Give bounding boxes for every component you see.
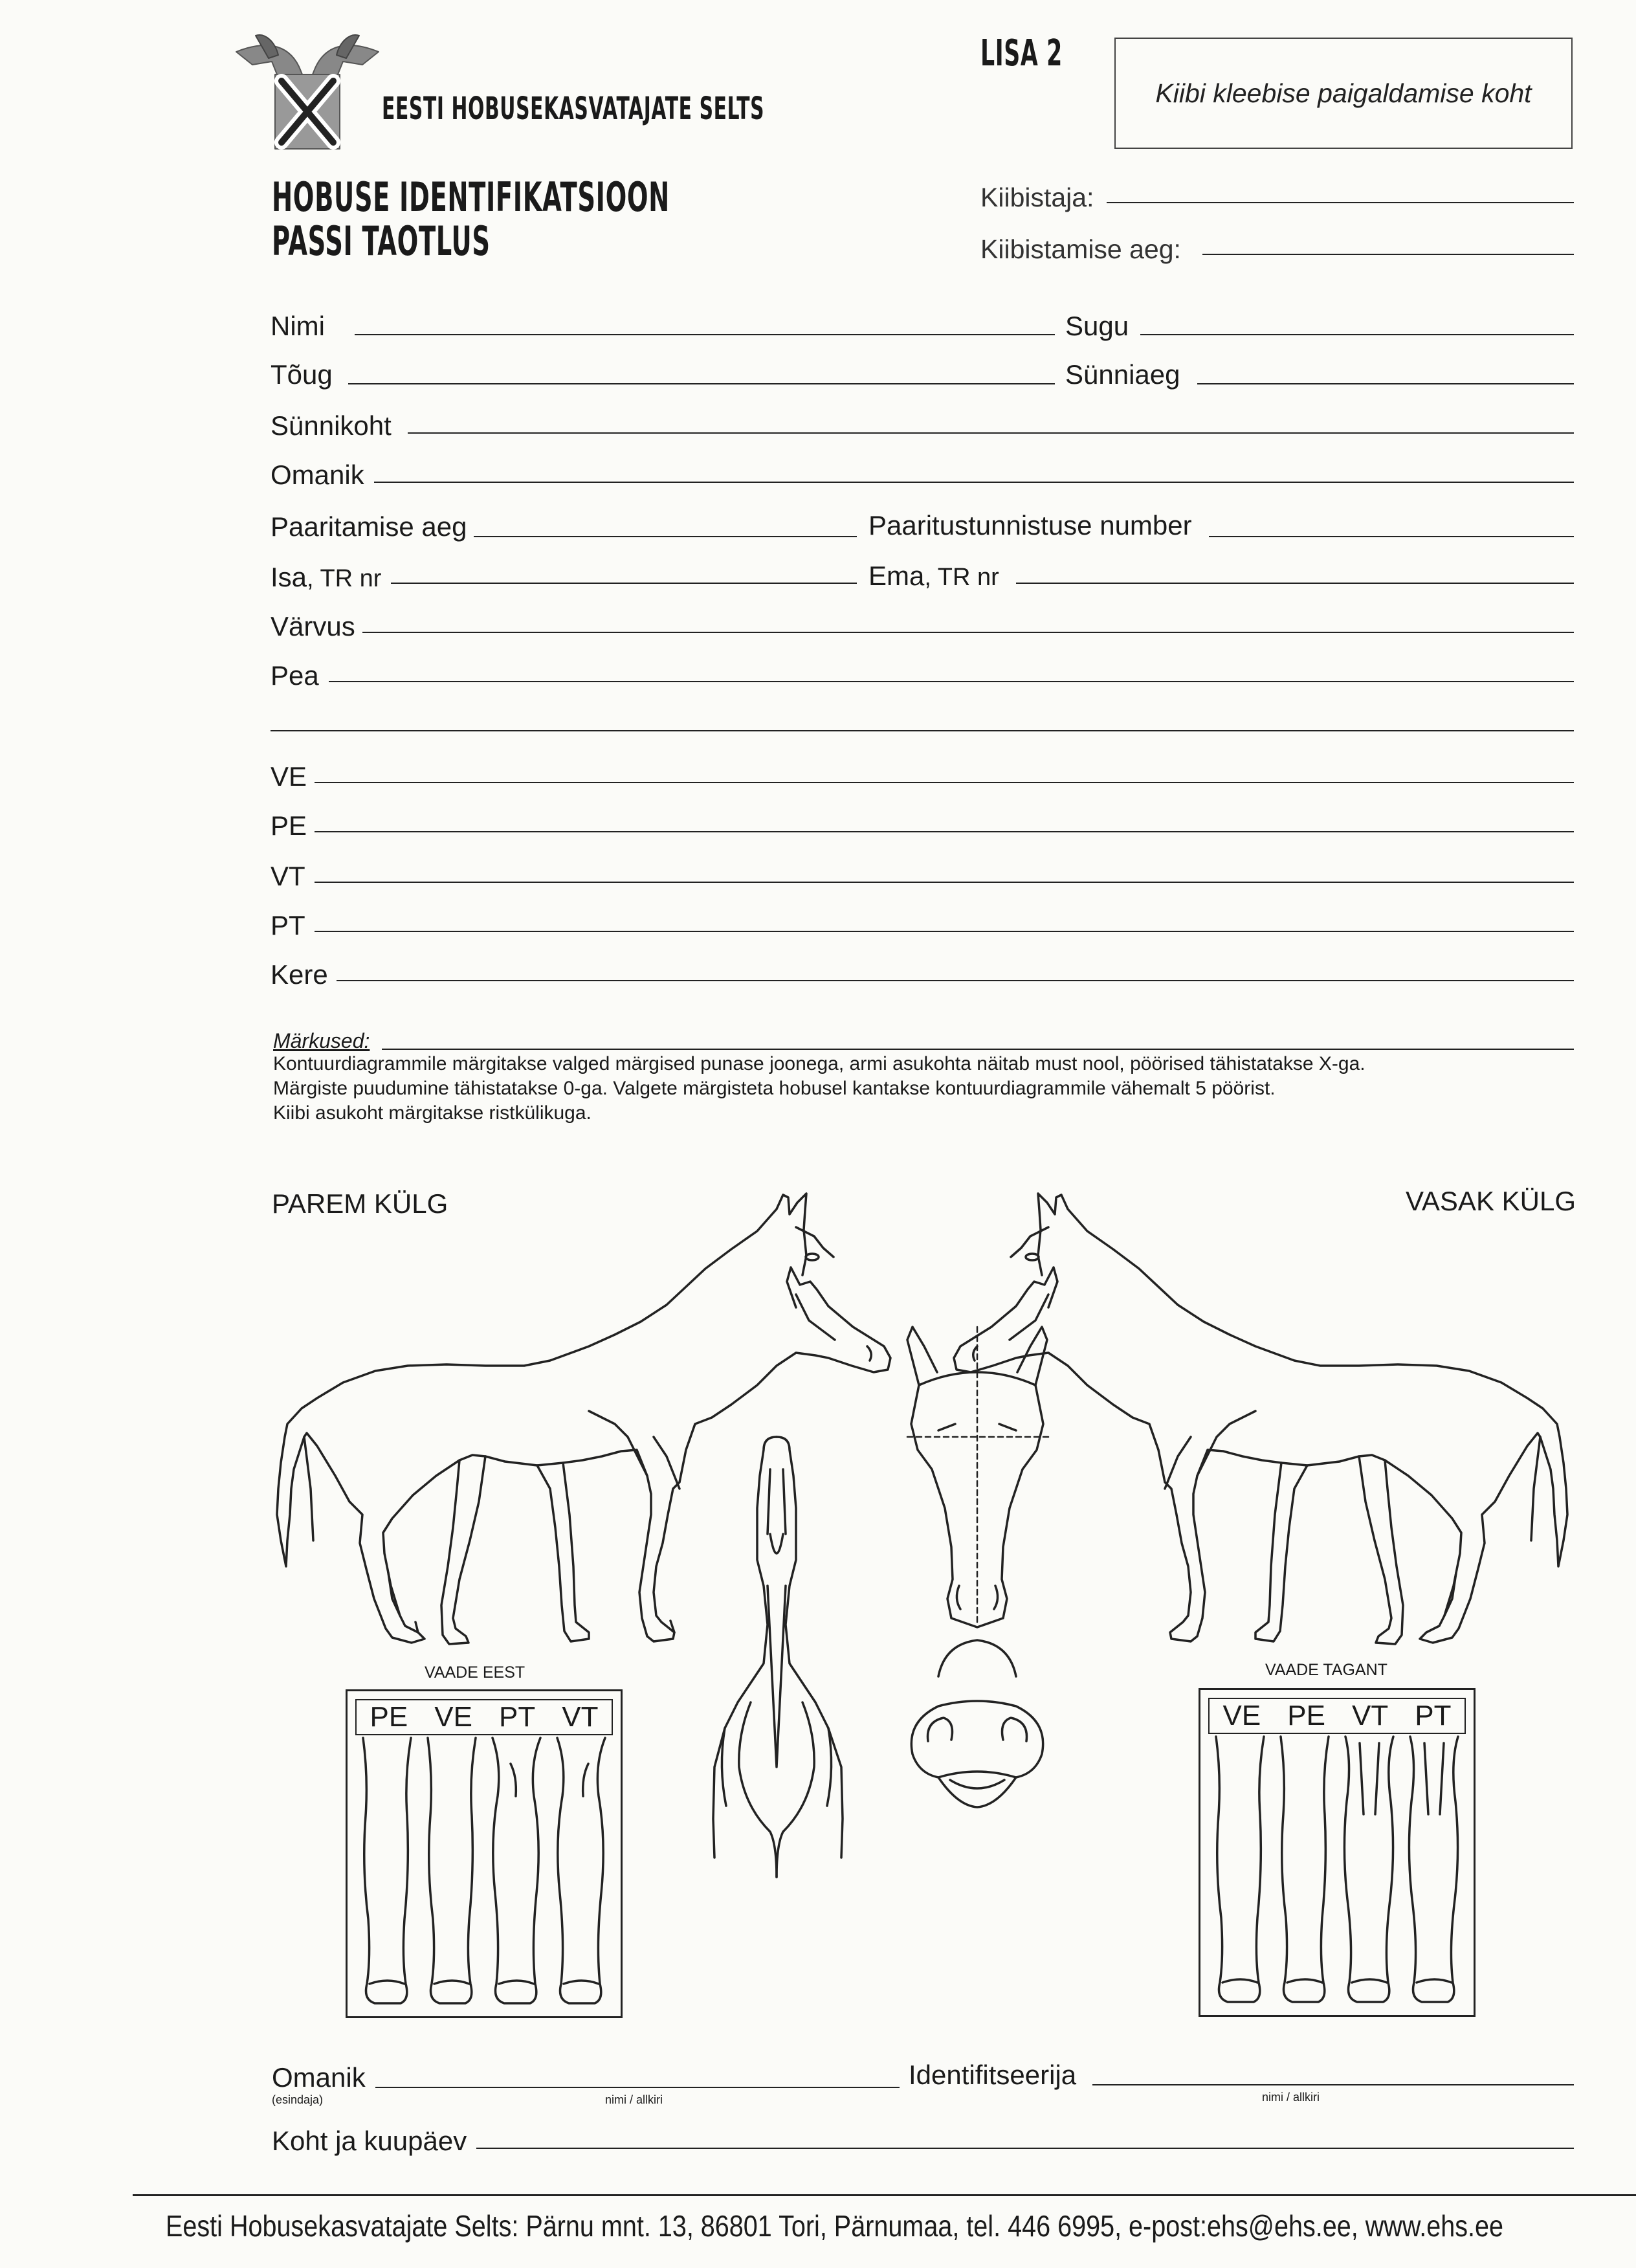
mating-time-label: Paaritamise aeg — [271, 511, 467, 542]
neck-top-diagram[interactable] — [705, 1430, 854, 1884]
chipper-label: Kiibistaja: — [980, 183, 1094, 212]
signature-owner-hint: nimi / allkiri — [605, 2093, 663, 2106]
signature-identifier-field[interactable] — [1092, 2084, 1574, 2085]
signature-identifier-hint: nimi / allkiri — [1262, 2091, 1320, 2104]
footer-contact: Eesti Hobusekasvatajate Selts: Pärnu mnt. 13, 86801 Tori, Pärnumaa, tel. 446 6995, e-post:ehs@ehs.ee, www.ehs.ee — [166, 2209, 1503, 2243]
org-name: EESTI HOBUSEKASVATAJATE SELTS — [382, 91, 765, 127]
form-title-1: HOBUSE IDENTIFIKATSIOON — [272, 173, 670, 221]
front-legs-diagram — [355, 1738, 617, 2010]
annex-label: LISA 2 — [980, 32, 1063, 74]
owner-label: Omanik — [271, 460, 364, 490]
dam-label — [868, 561, 999, 592]
pt-label: PT — [271, 910, 305, 940]
body-field[interactable] — [337, 980, 1574, 981]
place-date-field[interactable] — [476, 2148, 1574, 2149]
chipper-field[interactable] — [1107, 202, 1574, 203]
front-leg-1-label: PE — [370, 1701, 408, 1733]
pe-label: PE — [271, 810, 307, 841]
chip-time-label: Kiibistamise aeg: — [980, 234, 1181, 264]
front-leg-2-label: VE — [434, 1701, 472, 1733]
pt-field[interactable] — [315, 931, 1574, 932]
remarks-line-3: Kiibi asukoht märgitakse ristkülikuga. — [273, 1102, 591, 1124]
color-label: Värvus — [271, 611, 355, 641]
ve-label: VE — [271, 761, 307, 792]
chip-sticker-box — [1114, 38, 1573, 149]
sire-suffix: , TR nr — [307, 565, 382, 592]
rear-leg-1-label: VE — [1222, 1700, 1261, 1731]
dam-prefix: Ema — [868, 561, 925, 591]
breed-label: Tõug — [271, 359, 333, 390]
front-legs-box[interactable] — [346, 1689, 623, 2018]
place-date-label: Koht ja kuupäev — [272, 2126, 467, 2156]
rear-legs-box[interactable] — [1199, 1688, 1476, 2017]
dam-suffix: , TR nr — [924, 564, 999, 591]
sire-prefix: Isa — [271, 562, 307, 592]
name-field[interactable] — [355, 334, 1055, 335]
rear-view-label: VAADE TAGANT — [1265, 1661, 1387, 1679]
color-field[interactable] — [362, 632, 1574, 633]
chip-time-field[interactable] — [1202, 254, 1574, 255]
remarks-line-2: Märgiste puudumine tähistatakse 0-ga. Valgete märgisteta hobusel kantakse kontuurdiagrammile vähemalt 5 pöörist. — [273, 1078, 1276, 1099]
head-front-diagram[interactable] — [893, 1314, 1061, 1689]
ve-field[interactable] — [315, 782, 1574, 783]
rear-legs-diagram — [1208, 1737, 1470, 2008]
org-logo — [230, 26, 385, 155]
front-leg-4-label: VT — [562, 1701, 599, 1733]
birth-date-label: Sünniaeg — [1065, 359, 1180, 390]
rear-leg-4-label: PT — [1415, 1700, 1452, 1731]
signature-owner-label: Omanik — [272, 2062, 366, 2093]
head-field-2[interactable] — [271, 730, 1574, 731]
rear-leg-3-label: VT — [1351, 1700, 1389, 1731]
name-label: Nimi — [271, 311, 325, 341]
vt-label: VT — [271, 861, 305, 891]
head-field[interactable] — [329, 681, 1574, 682]
right-side-label: PAREM KÜLG — [272, 1188, 448, 1219]
birth-date-field[interactable] — [1197, 383, 1574, 384]
body-label: Kere — [271, 959, 328, 990]
sire-label — [271, 562, 381, 593]
front-leg-3-label: PT — [498, 1701, 536, 1733]
mating-time-field[interactable] — [474, 536, 857, 537]
signature-owner-field[interactable] — [375, 2087, 900, 2088]
mating-cert-label: Paaritustunnistuse number — [868, 510, 1192, 540]
dam-field[interactable] — [1016, 583, 1574, 584]
birth-place-label: Sünnikoht — [271, 410, 392, 441]
signature-identifier-label: Identifitseerija — [909, 2060, 1077, 2090]
footer-rule — [133, 2194, 1636, 2196]
left-side-label: VASAK KÜLG — [1406, 1186, 1576, 1216]
birth-place-field[interactable] — [408, 432, 1574, 434]
chip-sticker-label: Kiibi kleebise paigaldamise koht — [1155, 78, 1532, 108]
muzzle-diagram[interactable] — [900, 1683, 1055, 1825]
mating-cert-field[interactable] — [1209, 536, 1574, 537]
vt-field[interactable] — [315, 882, 1574, 883]
sex-label: Sugu — [1065, 311, 1129, 341]
owner-field[interactable] — [374, 482, 1574, 483]
head-label: Pea — [271, 660, 319, 691]
form-title-2: PASSI TAOTLUS — [272, 217, 491, 265]
sex-field[interactable] — [1140, 334, 1574, 335]
rear-leg-2-label: PE — [1287, 1700, 1325, 1731]
breed-field[interactable] — [348, 383, 1055, 384]
remarks-line-1: Kontuurdiagrammile märgitakse valged märgised punase joonega, armi asukohta näitab must nool, pöörised tähistatakse X-ga. — [273, 1053, 1365, 1074]
pe-field[interactable] — [315, 831, 1574, 832]
remarks-heading: Märkused: — [273, 1029, 370, 1052]
sire-field[interactable] — [391, 583, 857, 584]
remarks-line[interactable] — [382, 1049, 1574, 1050]
front-view-label: VAADE EEST — [425, 1663, 525, 1682]
signature-owner-sub: (esindaja) — [272, 2093, 324, 2106]
